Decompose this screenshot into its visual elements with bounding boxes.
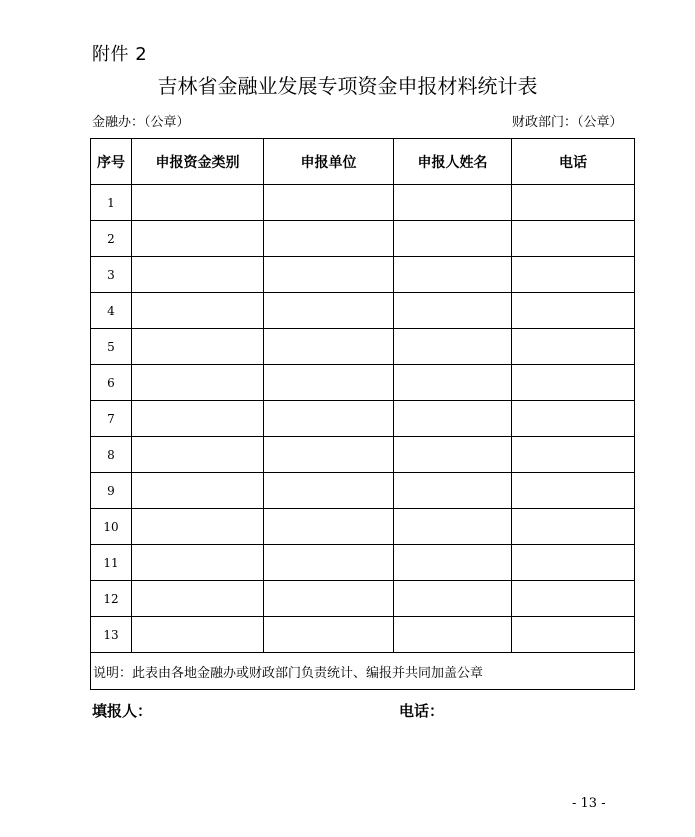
table-cell [512, 221, 635, 257]
phone-label: 电话： [399, 702, 445, 720]
table-cell [132, 185, 264, 221]
table-cell [512, 365, 635, 401]
row-number: 9 [91, 473, 132, 509]
table-cell [132, 545, 264, 581]
table-cell [394, 473, 512, 509]
table-cell [132, 221, 264, 257]
row-number: 1 [91, 185, 132, 221]
table-cell [264, 545, 394, 581]
table-cell [394, 437, 512, 473]
table-cell [264, 221, 394, 257]
table-cell [132, 329, 264, 365]
table-cell [394, 329, 512, 365]
table-cell [264, 437, 394, 473]
table-row [91, 221, 635, 257]
table-cell [264, 257, 394, 293]
row-number: 11 [91, 545, 132, 581]
table-cell [132, 401, 264, 437]
table-cell [512, 473, 635, 509]
table-header-row [91, 139, 635, 185]
row-number: 5 [91, 329, 132, 365]
table-cell [132, 581, 264, 617]
table-row [91, 185, 635, 221]
table-cell [264, 509, 394, 545]
finance-department-seal-label: 财政部门：（公章） [512, 115, 623, 130]
table-cell [394, 365, 512, 401]
row-number: 2 [91, 221, 132, 257]
table-row [91, 437, 635, 473]
table-note: 说明：此表由各地金融办或财政部门负责统计、编报并共同加盖公章 [91, 653, 635, 690]
column-header: 序号 [91, 139, 132, 185]
table-cell [394, 401, 512, 437]
table-cell [264, 185, 394, 221]
table-cell [512, 257, 635, 293]
table-cell [512, 437, 635, 473]
table-cell [264, 401, 394, 437]
table-cell [132, 257, 264, 293]
table-cell [132, 473, 264, 509]
column-header: 申报人姓名 [394, 139, 512, 185]
table-cell [132, 509, 264, 545]
table-row [91, 581, 635, 617]
table-cell [394, 545, 512, 581]
table-cell [132, 293, 264, 329]
table-row [91, 473, 635, 509]
table-cell [132, 437, 264, 473]
column-header: 申报单位 [264, 139, 394, 185]
attachment-label: 附件 2 [92, 44, 148, 65]
table-cell [512, 329, 635, 365]
table-row [91, 509, 635, 545]
table-cell [264, 617, 394, 653]
table-row [91, 617, 635, 653]
table-row [91, 329, 635, 365]
statistics-table [90, 138, 635, 690]
table-cell [394, 581, 512, 617]
row-number: 7 [91, 401, 132, 437]
table-cell [512, 185, 635, 221]
column-header: 电话 [512, 139, 635, 185]
finance-office-seal-label: 金融办：（公章） [92, 115, 190, 130]
row-number: 3 [91, 257, 132, 293]
table-row [91, 365, 635, 401]
table-cell [512, 545, 635, 581]
table-cell [512, 617, 635, 653]
document-title: 吉林省金融业发展专项资金申报材料统计表 [157, 74, 538, 98]
row-number: 10 [91, 509, 132, 545]
table-cell [394, 221, 512, 257]
table-row [91, 401, 635, 437]
row-number: 6 [91, 365, 132, 401]
table-cell [394, 293, 512, 329]
table-note-row [91, 653, 635, 690]
row-number: 12 [91, 581, 132, 617]
table-cell [132, 617, 264, 653]
column-header: 申报资金类别 [132, 139, 264, 185]
page-number: - 13 - [572, 796, 606, 811]
table-cell [394, 185, 512, 221]
table-row [91, 257, 635, 293]
table-cell [264, 365, 394, 401]
table-cell [512, 509, 635, 545]
table-cell [394, 617, 512, 653]
row-number: 8 [91, 437, 132, 473]
table-cell [512, 293, 635, 329]
table-cell [394, 257, 512, 293]
table-cell [512, 401, 635, 437]
table-cell [264, 293, 394, 329]
row-number: 4 [91, 293, 132, 329]
table-cell [264, 581, 394, 617]
row-number: 13 [91, 617, 132, 653]
table-cell [132, 365, 264, 401]
table-row [91, 293, 635, 329]
table-cell [264, 473, 394, 509]
filler-label: 填报人： [92, 702, 153, 720]
table-cell [264, 329, 394, 365]
table-cell [394, 509, 512, 545]
table-cell [512, 581, 635, 617]
table-row [91, 545, 635, 581]
